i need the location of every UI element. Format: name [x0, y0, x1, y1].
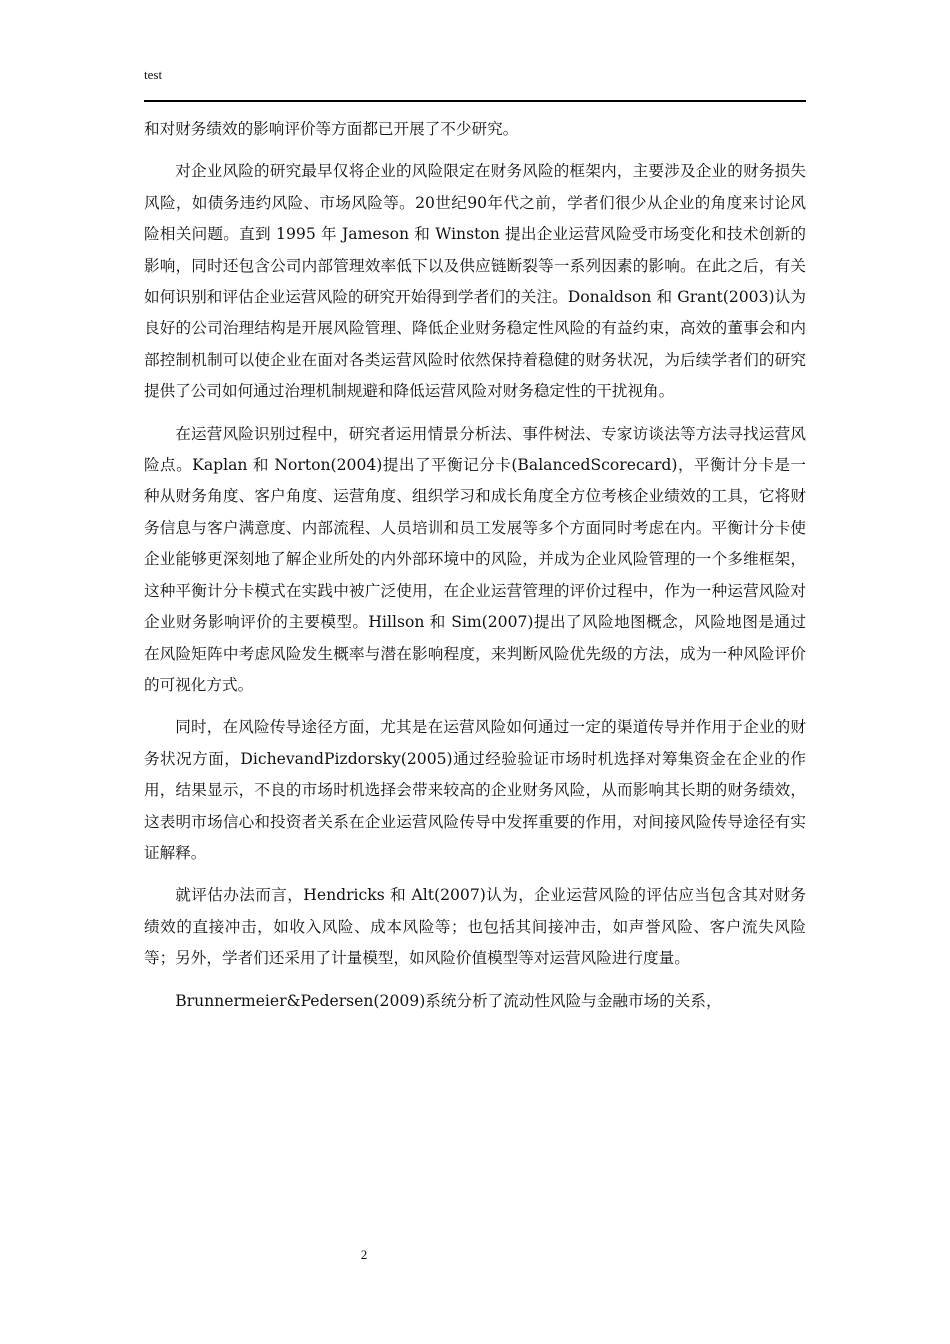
paragraph-early-risk-research: 对企业风险的研究最早仅将企业的风险限定在财务风险的框架内，主要涉及企业的财务损失风险，如债务违约风险、市场风险等。20世纪90年代之前，学者们很少从企业的角度来讨论风险相关问题。直到 1995 年 Jameson 和 Winston 提出企业运营风险受市场变化和技术创新的影响，同时还包含公司内部管理效率低下以及供应链断裂等一系列因素的影响。在此之后，有关如何识别和评估企业运营风险的研究开始得到学者们的关注。Donaldson 和 Grant(2003)认为良好的公司治理结构是开展风险管理、降低企业财务稳定性风险的有益约束，高效的董事会和内部控制机制可以使企业在面对各类运营风险时依然保持着稳健的财务状况，为后续学者们的研究提供了公司如何通过治理机制规避和降低运营风险对财务稳定性的干扰视角。	[144, 162, 806, 401]
header-divider	[144, 100, 806, 102]
paragraph-evaluation-methods: 就评估办法而言，Hendricks 和 Alt(2007)认为，企业运营风险的评估应当包含其对财务绩效的直接冲击，如收入风险、成本风险等；也包括其间接冲击，如声誉风险、客户流失风险等；另外，学者们还采用了计量模型，如风险价值模型等对运营风险进行度量。	[144, 886, 806, 968]
paragraph-continuation: 和对财务绩效的影响评价等方面都已开展了不少研究。	[144, 120, 519, 138]
paragraph-risk-transmission: 同时，在风险传导途径方面，尤其是在运营风险如何通过一定的渠道传导并作用于企业的财务状况方面，DichevandPizdorsky(2005)通过经验验证市场时机选择对筹集资金在企业的作用，结果显示，不良的市场时机选择会带来较高的企业财务风险，从而影响其长期的财务绩效，这表明市场信心和投资者关系在企业运营风险传导中发挥重要的作用，对间接风险传导途径有实证解释。	[144, 718, 806, 862]
paragraph-risk-identification: 在运营风险识别过程中，研究者运用情景分析法、事件树法、专家访谈法等方法寻找运营风险点。Kaplan 和 Norton(2004)提出了平衡记分卡(BalancedScorecard)，平衡计分卡是一种从财务角度、客户角度、运营角度、组织学习和成长角度全方位考核企业绩效的工具，它将财务信息与客户满意度、内部流程、人员培训和员工发展等多个方面同时考虑在内。平衡计分卡使企业能够更深刻地了解企业所处的内外部环境中的风险，并成为企业风险管理的一个多维框架，这种平衡计分卡模式在实践中被广泛使用，在企业运营管理的评价过程中，作为一种运营风险对企业财务影响评价的主要模型。Hillson 和 Sim(2007)提出了风险地图概念，风险地图是通过在风险矩阵中考虑风险发生概率与潜在影响程度，来判断风险优先级的方法，成为一种风险评价的可视化方式。	[144, 424, 806, 694]
document-body	[144, 114, 806, 1028]
page-header: test	[144, 67, 163, 82]
page-number: 2	[360, 1247, 368, 1262]
paragraph-liquidity-risk: Brunnermeier&Pedersen(2009)系统分析了流动性风险与金融市场的关系，	[175, 991, 722, 1010]
